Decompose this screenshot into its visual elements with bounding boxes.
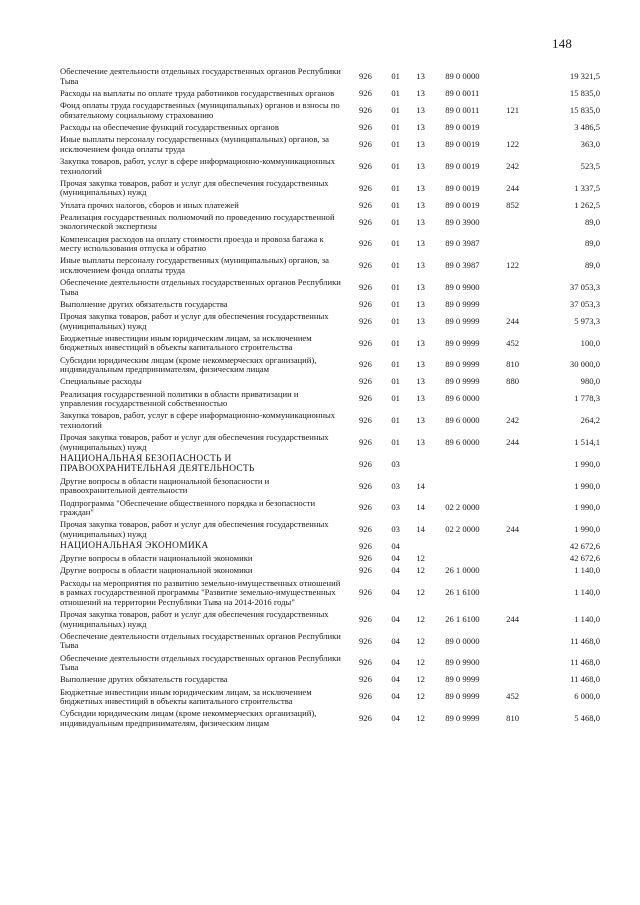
admin-code: 926 [358, 376, 372, 387]
admin-code: 926 [358, 480, 372, 491]
expense-type-code [506, 388, 537, 410]
section-code: 01 [391, 436, 400, 447]
amount: 1 262,5 [574, 199, 600, 210]
expense-type-code: 122 [506, 260, 520, 271]
section-code: 01 [391, 122, 400, 133]
subsection-code: 12 [416, 553, 425, 564]
amount: 3 486,5 [574, 122, 600, 133]
expense-type-code [506, 454, 537, 476]
expense-type-code [506, 299, 537, 311]
section-code: 01 [391, 376, 400, 387]
section-code: 01 [391, 216, 400, 227]
budget-row [60, 497, 600, 519]
expense-name: Выполнение других обязательств государства [60, 674, 228, 685]
expense-name: Уплата прочих налогов, сборов и иных платежей [60, 199, 239, 210]
budget-row [60, 199, 600, 211]
amount: 1 990,0 [574, 502, 600, 513]
amount: 523,5 [580, 160, 600, 171]
budget-row [60, 66, 600, 88]
target-article-code: 89 0 9999 [445, 674, 480, 685]
budget-row [60, 255, 600, 277]
budget-row [60, 156, 600, 178]
admin-code: 926 [358, 587, 372, 598]
amount: 89,0 [584, 238, 600, 249]
expense-type-code: 242 [506, 415, 520, 426]
admin-code: 926 [358, 691, 372, 702]
expense-type-code: 880 [506, 376, 520, 387]
target-article-code [433, 553, 506, 565]
amount: 11 468,0 [570, 635, 600, 646]
expense-name: Другие вопросы в области национальной безопасности и правоохранительной деятельности [60, 475, 270, 496]
subsection-code: 13 [416, 359, 425, 370]
expense-type-code [506, 631, 537, 653]
admin-code: 926 [358, 238, 372, 249]
budget-table [60, 66, 600, 730]
expense-type-code [506, 66, 537, 88]
target-article-code: 89 0 9900 [445, 281, 480, 292]
section-code: 04 [391, 613, 400, 624]
admin-code: 926 [358, 139, 372, 150]
amount: 363,0 [580, 139, 600, 150]
amount: 1 990,0 [574, 524, 600, 535]
budget-row [60, 475, 600, 497]
section-code: 01 [391, 393, 400, 404]
expense-type-code: 122 [506, 139, 520, 150]
section-code: 03 [391, 524, 400, 535]
admin-code: 926 [358, 160, 372, 171]
expense-name: Обеспечение деятельности отдельных государственных органов Республики Тыва [60, 630, 341, 651]
expense-name: Прочая закупка товаров, работ и услуг для обеспечения государственных (муниципальных) нужд [60, 609, 329, 629]
section-code: 01 [391, 281, 400, 292]
section-code: 04 [391, 713, 400, 724]
target-article-code: 89 6 0000 [445, 436, 480, 447]
budget-row [60, 631, 600, 653]
expense-name: Другие вопросы в области национальной экономики [60, 565, 253, 576]
admin-code: 926 [358, 298, 372, 309]
budget-row [60, 686, 600, 708]
target-article-code: 89 0 9999 [445, 713, 480, 724]
subsection-code: 13 [416, 260, 425, 271]
target-article-code: 89 0 0019 [445, 122, 480, 133]
budget-row [60, 432, 600, 454]
target-article-code: 89 0 9999 [445, 315, 480, 326]
expense-name: Закупка товаров, работ, услуг в сфере информационно-коммуникационных технологий [60, 410, 336, 430]
expense-type-code [506, 553, 537, 565]
budget-row [60, 652, 600, 674]
subsection-code: 13 [416, 436, 425, 447]
budget-row [60, 88, 600, 100]
admin-code: 926 [358, 182, 372, 193]
amount: 1 337,5 [574, 182, 600, 193]
subsection-code: 12 [416, 613, 425, 624]
section-code: 01 [391, 359, 400, 370]
expense-type-code: 244 [506, 613, 520, 624]
subsection-code [408, 541, 433, 553]
admin-code: 926 [358, 713, 372, 724]
expense-name: Фонд оплаты труда государственных (муниципальных) органов и взносы по обязательному социальному страхованию [60, 100, 340, 120]
target-article-code: 89 0 3987 [445, 260, 480, 271]
amount: 42 672,6 [569, 553, 600, 564]
expense-name: Бюджетные инвестиции иным юридическим лицам, за исключением бюджетных инвестиций в объекты капитального строительства [60, 332, 312, 353]
expense-name: Специальные расходы [60, 376, 142, 387]
target-article-code: 26 1 6100 [445, 587, 480, 598]
expense-type-code: 452 [506, 691, 520, 702]
target-article-code [433, 541, 506, 553]
budget-row [60, 553, 600, 565]
budget-row [60, 100, 600, 122]
subsection-code: 13 [416, 216, 425, 227]
subsection-code: 13 [416, 415, 425, 426]
budget-row [60, 354, 600, 376]
budget-row [60, 519, 600, 541]
amount: 980,0 [580, 376, 600, 387]
target-article-code: 02 2 0000 [445, 502, 480, 513]
amount: 1 778,3 [574, 393, 600, 404]
admin-code: 926 [358, 524, 372, 535]
expense-name: Прочая закупка товаров, работ и услуг для обеспечения государственных (муниципальных) нужд [60, 432, 329, 452]
target-article-code [433, 454, 506, 476]
admin-code: 926 [358, 565, 372, 576]
expense-type-code [506, 541, 537, 553]
expense-type-code: 452 [506, 337, 520, 348]
budget-row [60, 376, 600, 388]
subsection-code: 13 [416, 238, 425, 249]
subsection-code: 13 [416, 315, 425, 326]
amount: 264,2 [580, 415, 600, 426]
amount: 11 468,0 [570, 657, 600, 668]
target-article-code: 89 0 9999 [445, 359, 480, 370]
target-article-code: 89 0 9999 [445, 298, 480, 309]
target-article-code: 89 0 0019 [445, 139, 480, 150]
subsection-code: 13 [416, 281, 425, 292]
section-code: 03 [391, 458, 400, 469]
target-article-code: 89 0 0000 [445, 71, 480, 82]
target-article-code: 89 6 0000 [445, 415, 480, 426]
page-number: 148 [552, 36, 573, 51]
expense-type-code [506, 211, 537, 233]
subsection-code: 13 [416, 160, 425, 171]
target-article-code: 89 0 0000 [445, 635, 480, 646]
expense-name: НАЦИОНАЛЬНАЯ БЕЗОПАСНОСТЬ И ПРАВООХРАНИТЕЛЬНАЯ ДЕЯТЕЛЬНОСТЬ [60, 453, 255, 474]
admin-code: 926 [358, 88, 372, 99]
subsection-code: 13 [416, 298, 425, 309]
expense-name: Расходы на мероприятия по развитию земельно-имущественных отношений в рамках государственной программы "Развитие земельно-имущественных отношений на территории Республики Тыва на 2014-2016 годы" [60, 577, 341, 607]
budget-row [60, 211, 600, 233]
subsection-code: 12 [416, 635, 425, 646]
target-article-code: 89 0 9999 [445, 691, 480, 702]
budget-row [60, 388, 600, 410]
subsection-code: 12 [416, 587, 425, 598]
expense-name: Иные выплаты персоналу государственных (муниципальных) органов, за исключением фонда оплаты труда [60, 255, 329, 275]
admin-code: 926 [358, 216, 372, 227]
section-code: 01 [391, 88, 400, 99]
budget-row [60, 299, 600, 311]
expense-name: Субсидии юридическим лицам (кроме некоммерческих организаций), индивидуальным предпринимателям, физическим лицам [60, 708, 317, 728]
subsection-code: 13 [416, 139, 425, 150]
subsection-code [408, 454, 433, 476]
target-article-code: 89 6 0000 [445, 393, 480, 404]
amount: 5 468,0 [574, 713, 600, 724]
expense-name: Реализация государственной политики в области приватизации и управления государственной собственностью [60, 388, 299, 409]
section-code: 01 [391, 315, 400, 326]
expense-name: Реализация государственных полномочий по проведению государственной экологической экспертизы [60, 211, 335, 232]
amount: 37 053,3 [569, 281, 600, 292]
subsection-code: 12 [416, 565, 425, 576]
amount: 37 053,3 [569, 298, 600, 309]
section-code: 01 [391, 182, 400, 193]
subsection-code: 13 [416, 337, 425, 348]
section-code: 04 [391, 565, 400, 576]
expense-name: НАЦИОНАЛЬНАЯ ЭКОНОМИКА [60, 541, 209, 552]
admin-code: 926 [358, 635, 372, 646]
expense-type-code: 242 [506, 160, 520, 171]
expense-name: Выполнение других обязательств государства [60, 298, 228, 309]
section-code: 04 [391, 674, 400, 685]
expense-type-code [506, 475, 537, 497]
admin-code: 926 [358, 541, 372, 552]
target-article-code: 89 0 3900 [445, 216, 480, 227]
subsection-code: 14 [416, 480, 425, 491]
section-heading-row [60, 541, 600, 553]
expense-type-code: 121 [506, 105, 520, 116]
amount: 15 835,0 [569, 88, 600, 99]
expense-type-code [506, 497, 537, 519]
expense-type-code [506, 577, 537, 608]
section-code: 01 [391, 199, 400, 210]
expense-type-code [506, 233, 537, 255]
subsection-code: 13 [416, 376, 425, 387]
admin-code: 926 [358, 393, 372, 404]
budget-row [60, 565, 600, 577]
amount: 89,0 [584, 260, 600, 271]
section-code: 03 [391, 502, 400, 513]
subsection-code: 13 [416, 122, 425, 133]
section-code: 01 [391, 105, 400, 116]
subsection-code: 13 [416, 393, 425, 404]
section-code: 04 [391, 635, 400, 646]
amount: 1 990,0 [574, 458, 600, 469]
expense-type-code [506, 652, 537, 674]
budget-row [60, 134, 600, 156]
target-article-code: 26 1 0000 [445, 565, 480, 576]
subsection-code: 14 [416, 524, 425, 535]
amount: 5 973,3 [574, 315, 600, 326]
expense-name: Другие вопросы в области национальной экономики [60, 553, 253, 564]
admin-code: 926 [358, 71, 372, 82]
amount: 1 140,0 [574, 565, 600, 576]
expense-name: Субсидии юридическим лицам (кроме некоммерческих организаций), индивидуальным предпринимателям, физическим лицам [60, 354, 317, 375]
amount: 1 140,0 [574, 613, 600, 624]
section-code: 04 [391, 587, 400, 598]
expense-type-code [506, 277, 537, 299]
budget-row [60, 311, 600, 333]
expense-name: Прочая закупка товаров, работ и услуг для обеспечения государственных (муниципальных) нужд [60, 519, 329, 539]
section-code: 01 [391, 71, 400, 82]
section-heading-row [60, 454, 600, 476]
budget-table-body [60, 66, 600, 730]
budget-row [60, 609, 600, 631]
budget-row [60, 277, 600, 299]
budget-row [60, 577, 600, 608]
section-code: 01 [391, 160, 400, 171]
amount: 11 468,0 [570, 674, 600, 685]
target-article-code: 26 1 6100 [445, 613, 480, 624]
subsection-code: 14 [416, 502, 425, 513]
amount: 1 514,1 [574, 436, 600, 447]
expense-name: Обеспечение деятельности отдельных государственных органов Республики Тыва [60, 277, 341, 297]
expense-name: Обеспечение деятельности отдельных государственных органов Республики Тыва [60, 652, 341, 673]
subsection-code: 13 [416, 105, 425, 116]
budget-row [60, 333, 600, 355]
admin-code: 926 [358, 415, 372, 426]
target-article-code: 89 0 9999 [445, 337, 480, 348]
section-code: 01 [391, 337, 400, 348]
admin-code: 926 [358, 613, 372, 624]
expense-type-code [506, 122, 537, 134]
admin-code: 926 [358, 674, 372, 685]
section-code: 04 [391, 657, 400, 668]
budget-row [60, 178, 600, 200]
budget-row [60, 233, 600, 255]
expense-type-code: 244 [506, 315, 520, 326]
amount: 15 835,0 [569, 105, 600, 116]
subsection-code: 12 [416, 657, 425, 668]
section-code: 04 [391, 553, 400, 564]
budget-row [60, 674, 600, 686]
expense-name: Прочая закупка товаров, работ и услуг для обеспечения государственных (муниципальных) нужд [60, 311, 329, 331]
expense-type-code: 852 [506, 199, 520, 210]
admin-code: 926 [358, 260, 372, 271]
section-code: 01 [391, 298, 400, 309]
expense-type-code: 244 [506, 524, 520, 535]
admin-code: 926 [358, 315, 372, 326]
amount: 1 140,0 [574, 587, 600, 598]
expense-name: Бюджетные инвестиции иным юридическим лицам, за исключением бюджетных инвестиций в объекты капитального строительства [60, 686, 312, 707]
target-article-code: 89 0 3987 [445, 238, 480, 249]
subsection-code: 13 [416, 199, 425, 210]
target-article-code: 89 0 0019 [445, 182, 480, 193]
expense-name: Закупка товаров, работ, услуг в сфере информационно-коммуникационных технологий [60, 156, 336, 176]
subsection-code: 13 [416, 71, 425, 82]
expense-type-code: 244 [506, 182, 520, 193]
admin-code: 926 [358, 553, 372, 564]
subsection-code: 13 [416, 182, 425, 193]
budget-row [60, 708, 600, 730]
section-code: 04 [391, 691, 400, 702]
amount: 6 000,0 [574, 691, 600, 702]
section-code: 03 [391, 480, 400, 491]
amount: 1 990,0 [574, 480, 600, 491]
admin-code: 926 [358, 199, 372, 210]
section-code: 01 [391, 260, 400, 271]
section-code: 01 [391, 415, 400, 426]
expense-name: Расходы на выплаты по оплате труда работников государственных органов [60, 88, 335, 99]
amount: 30 000,0 [569, 359, 600, 370]
amount: 42 672,6 [569, 541, 600, 552]
admin-code: 926 [358, 337, 372, 348]
target-article-code [433, 475, 506, 497]
admin-code: 926 [358, 502, 372, 513]
expense-name: Обеспечение деятельности отдельных государственных органов Республики Тыва [60, 66, 341, 86]
expense-name: Компенсация расходов на оплату стоимости проезда и провоза багажа к месту использования отпуска и обратно [60, 233, 324, 254]
subsection-code: 12 [416, 713, 425, 724]
target-article-code: 89 0 9999 [445, 376, 480, 387]
section-code: 01 [391, 139, 400, 150]
budget-row [60, 122, 600, 134]
expense-type-code: 244 [506, 436, 520, 447]
amount: 100,0 [580, 337, 600, 348]
amount: 89,0 [584, 216, 600, 227]
subsection-code: 12 [416, 674, 425, 685]
amount: 19 321,5 [569, 71, 600, 82]
admin-code: 926 [358, 105, 372, 116]
expense-name: Подпрограмма "Обеспечение общественного порядка и безопасности граждан" [60, 497, 316, 518]
admin-code: 926 [358, 281, 372, 292]
admin-code: 926 [358, 122, 372, 133]
admin-code: 926 [358, 359, 372, 370]
target-article-code: 02 2 0000 [445, 524, 480, 535]
expense-type-code: 810 [506, 359, 520, 370]
target-article-code: 89 0 0019 [445, 160, 480, 171]
budget-row [60, 410, 600, 432]
target-article-code: 89 0 0011 [445, 88, 480, 99]
target-article-code: 89 0 0019 [445, 199, 480, 210]
section-code: 01 [391, 238, 400, 249]
expense-name: Прочая закупка товаров, работ и услуг для обеспечения государственных (муниципальных) нужд [60, 177, 329, 198]
expense-name: Расходы на обеспечение функций государственных органов [60, 122, 279, 133]
subsection-code: 13 [416, 88, 425, 99]
admin-code: 926 [358, 436, 372, 447]
target-article-code: 89 0 0011 [445, 105, 480, 116]
subsection-code: 12 [416, 691, 425, 702]
admin-code: 926 [358, 657, 372, 668]
target-article-code: 89 0 9900 [445, 657, 480, 668]
admin-code: 926 [358, 458, 372, 469]
expense-type-code [506, 565, 537, 577]
expense-name: Иные выплаты персоналу государственных (муниципальных) органов, за исключением фонда оплаты труда [60, 134, 329, 154]
section-code: 04 [391, 541, 400, 552]
expense-type-code [506, 88, 537, 100]
expense-type-code [506, 674, 537, 686]
expense-type-code: 810 [506, 713, 520, 724]
